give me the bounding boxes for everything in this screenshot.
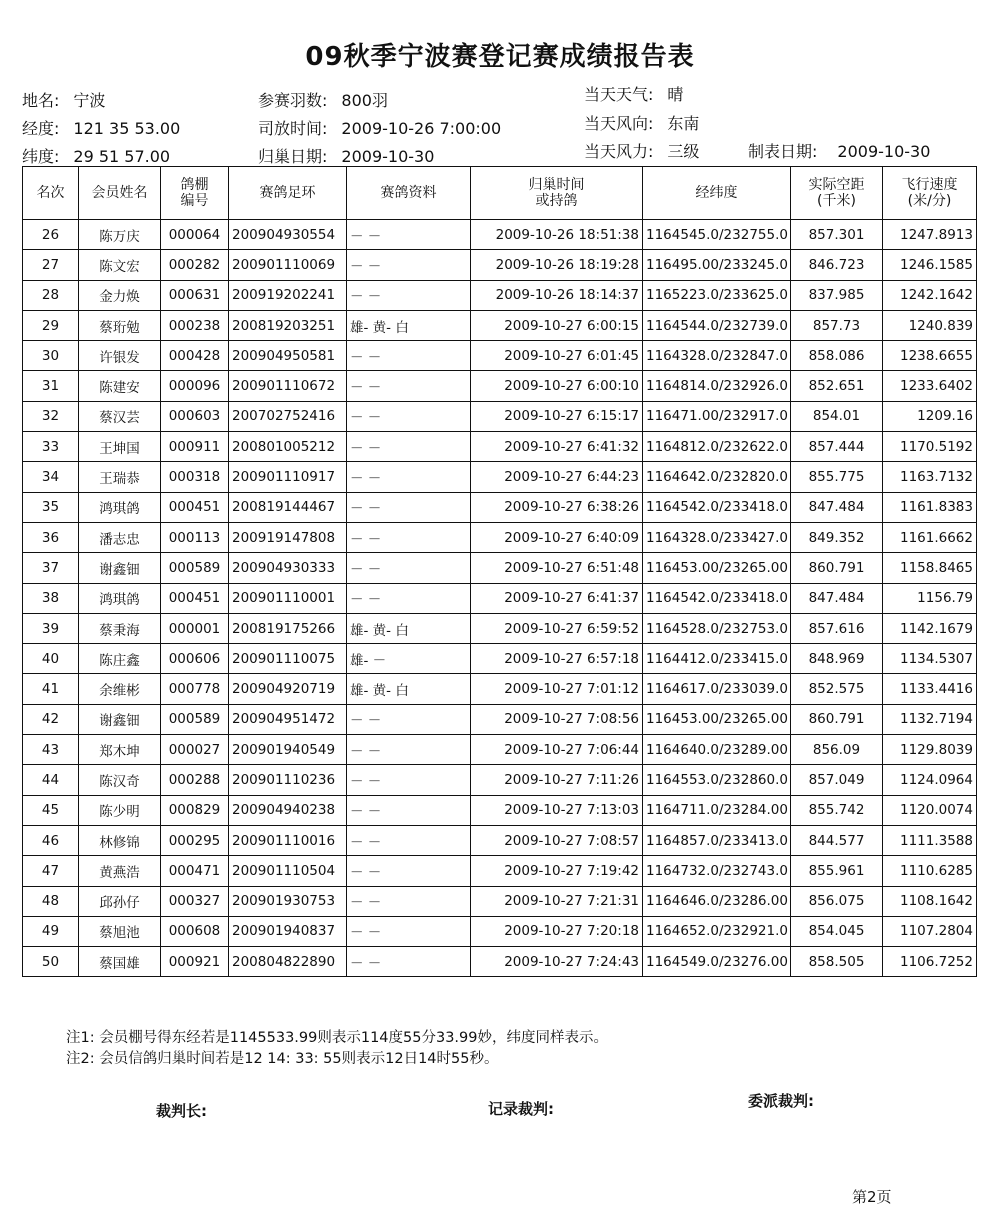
table-row — [23, 462, 977, 492]
cell-rank: 28 — [23, 280, 79, 310]
meta-place-value: 宁波 — [73, 91, 106, 110]
cell-time: 2009-10-27 6:51:48 — [471, 553, 643, 583]
cell-name: 余维彬 — [79, 674, 161, 704]
cell-name: 陈建安 — [79, 371, 161, 401]
cell-info: － － — [347, 765, 471, 795]
cell-name: 鸿琪鸽 — [79, 583, 161, 613]
cell-loft: 000001 — [161, 613, 229, 643]
cell-rank: 47 — [23, 856, 79, 886]
cell-time: 2009-10-27 6:59:52 — [471, 613, 643, 643]
cell-ring: 200919202241 — [229, 280, 347, 310]
cell-time: 2009-10-27 7:01:12 — [471, 674, 643, 704]
cell-speed: 1111.3588 — [883, 825, 977, 855]
cell-speed: 1108.1642 — [883, 886, 977, 916]
meta-longitude — [22, 116, 180, 139]
cell-coord: 1164857.0/233413.0 — [643, 825, 791, 855]
cell-time: 2009-10-26 18:19:28 — [471, 250, 643, 280]
table-row — [23, 856, 977, 886]
cell-name: 蔡秉海 — [79, 613, 161, 643]
cell-info: － － — [347, 735, 471, 765]
cell-name: 鸿琪鸽 — [79, 492, 161, 522]
cell-name: 蔡国雄 — [79, 947, 161, 977]
cell-time: 2009-10-27 7:08:57 — [471, 825, 643, 855]
meta-return-date — [258, 144, 434, 167]
cell-speed: 1161.8383 — [883, 492, 977, 522]
cell-coord: 1164412.0/233415.0 — [643, 644, 791, 674]
cell-loft: 000921 — [161, 947, 229, 977]
cell-rank: 48 — [23, 886, 79, 916]
cell-rank: 43 — [23, 735, 79, 765]
cell-loft: 000471 — [161, 856, 229, 886]
cell-name: 黄燕浩 — [79, 856, 161, 886]
cell-distance: 847.484 — [791, 583, 883, 613]
cell-time: 2009-10-27 6:44:23 — [471, 462, 643, 492]
cell-coord: 116453.00/23265.00 — [643, 553, 791, 583]
cell-rank: 26 — [23, 220, 79, 250]
cell-name: 许银发 — [79, 341, 161, 371]
cell-ring: 200901110504 — [229, 856, 347, 886]
table-row — [23, 371, 977, 401]
cell-loft: 000282 — [161, 250, 229, 280]
cell-coord: 116453.00/23265.00 — [643, 704, 791, 734]
cell-rank: 32 — [23, 401, 79, 431]
cell-rank: 29 — [23, 310, 79, 340]
cell-distance: 858.505 — [791, 947, 883, 977]
cell-info: － － — [347, 432, 471, 462]
cell-time: 2009-10-27 6:00:15 — [471, 310, 643, 340]
cell-distance: 854.045 — [791, 916, 883, 946]
cell-rank: 33 — [23, 432, 79, 462]
table-body — [23, 220, 977, 977]
cell-ring: 200919147808 — [229, 522, 347, 552]
cell-time: 2009-10-27 7:24:43 — [471, 947, 643, 977]
cell-info: － － — [347, 220, 471, 250]
cell-name: 金力焕 — [79, 280, 161, 310]
cell-speed: 1163.7132 — [883, 462, 977, 492]
meta-entries-label: 参赛羽数: — [258, 91, 328, 110]
cell-distance: 857.444 — [791, 432, 883, 462]
cell-ring: 200904930333 — [229, 553, 347, 583]
cell-ring: 200901110075 — [229, 644, 347, 674]
cell-loft: 000589 — [161, 553, 229, 583]
note-1: 注1: 会员棚号得东经若是1145533.99则表示114度55分33.99妙，纬度同样表示。 — [66, 1030, 608, 1046]
meta-made-date — [748, 139, 930, 162]
cell-name: 谢鑫钿 — [79, 704, 161, 734]
cell-ring: 200901110016 — [229, 825, 347, 855]
cell-ring: 200901940837 — [229, 916, 347, 946]
cell-rank: 42 — [23, 704, 79, 734]
table-row — [23, 341, 977, 371]
table-row — [23, 280, 977, 310]
meta-weather — [584, 82, 683, 105]
cell-coord: 116471.00/232917.0 — [643, 401, 791, 431]
cell-name: 陈少明 — [79, 795, 161, 825]
cell-distance: 844.577 — [791, 825, 883, 855]
cell-ring: 200819144467 — [229, 492, 347, 522]
cell-speed: 1240.839 — [883, 310, 977, 340]
cell-distance: 857.301 — [791, 220, 883, 250]
cell-time: 2009-10-27 6:15:17 — [471, 401, 643, 431]
cell-distance: 857.73 — [791, 310, 883, 340]
cell-name: 潘志忠 — [79, 522, 161, 552]
cell-time: 2009-10-27 6:01:45 — [471, 341, 643, 371]
table-row — [23, 825, 977, 855]
table-row — [23, 674, 977, 704]
signature-delegate: 委派裁判: — [748, 1092, 814, 1110]
table-row — [23, 553, 977, 583]
cell-coord: 1164640.0/23289.00 — [643, 735, 791, 765]
cell-coord: 116495.00/233245.0 — [643, 250, 791, 280]
cell-time: 2009-10-27 7:21:31 — [471, 886, 643, 916]
cell-loft: 000606 — [161, 644, 229, 674]
cell-speed: 1156.79 — [883, 583, 977, 613]
cell-info: － － — [347, 856, 471, 886]
cell-loft: 000096 — [161, 371, 229, 401]
cell-name: 王坤国 — [79, 432, 161, 462]
cell-ring: 200801005212 — [229, 432, 347, 462]
cell-distance: 846.723 — [791, 250, 883, 280]
cell-distance: 856.075 — [791, 886, 883, 916]
cell-info: － － — [347, 492, 471, 522]
cell-loft: 000911 — [161, 432, 229, 462]
meta-return-date-value: 2009-10-30 — [341, 147, 435, 166]
results-table — [22, 166, 977, 977]
col-header-name: 会员姓名 — [79, 167, 161, 220]
cell-distance: 856.09 — [791, 735, 883, 765]
cell-coord: 1164328.0/233427.0 — [643, 522, 791, 552]
cell-ring: 200904940238 — [229, 795, 347, 825]
cell-coord: 1164545.0/232755.0 — [643, 220, 791, 250]
meta-entries-value: 800羽 — [341, 91, 388, 110]
cell-ring: 200819203251 — [229, 310, 347, 340]
cell-speed: 1107.2804 — [883, 916, 977, 946]
cell-time: 2009-10-27 7:19:42 — [471, 856, 643, 886]
cell-info: － － — [347, 947, 471, 977]
cell-distance: 847.484 — [791, 492, 883, 522]
meta-wind-direction-value: 东南 — [667, 114, 700, 133]
cell-name: 陈万庆 — [79, 220, 161, 250]
cell-loft: 000428 — [161, 341, 229, 371]
cell-distance: 852.651 — [791, 371, 883, 401]
cell-name: 谢鑫钿 — [79, 553, 161, 583]
cell-rank: 35 — [23, 492, 79, 522]
table-row — [23, 250, 977, 280]
cell-info: － － — [347, 280, 471, 310]
cell-speed: 1142.1679 — [883, 613, 977, 643]
cell-name: 陈庄鑫 — [79, 644, 161, 674]
meta-place-label: 地名: — [22, 91, 60, 110]
cell-coord: 1164642.0/232820.0 — [643, 462, 791, 492]
cell-coord: 1164542.0/233418.0 — [643, 492, 791, 522]
meta-made-date-value: 2009-10-30 — [837, 142, 931, 161]
page-title: 09秋季宁波赛登记赛成绩报告表 — [305, 42, 695, 72]
cell-distance: 857.049 — [791, 765, 883, 795]
meta-longitude-label: 经度: — [22, 119, 60, 138]
cell-loft: 000829 — [161, 795, 229, 825]
cell-rank: 37 — [23, 553, 79, 583]
table-row — [23, 916, 977, 946]
cell-speed: 1158.8465 — [883, 553, 977, 583]
cell-ring: 200904951472 — [229, 704, 347, 734]
cell-info: 雄- 黄- 白 — [347, 674, 471, 704]
cell-loft: 000318 — [161, 462, 229, 492]
table-row — [23, 947, 977, 977]
cell-speed: 1161.6662 — [883, 522, 977, 552]
signature-chief-judge: 裁判长: — [156, 1102, 207, 1120]
cell-ring: 200702752416 — [229, 401, 347, 431]
cell-coord: 1164542.0/233418.0 — [643, 583, 791, 613]
cell-info: － － — [347, 341, 471, 371]
cell-info: － － — [347, 371, 471, 401]
cell-info: － － — [347, 704, 471, 734]
cell-time: 2009-10-27 6:00:10 — [471, 371, 643, 401]
cell-rank: 30 — [23, 341, 79, 371]
cell-ring: 200904950581 — [229, 341, 347, 371]
meta-latitude-label: 纬度: — [22, 147, 60, 166]
cell-coord: 1164544.0/232739.0 — [643, 310, 791, 340]
cell-coord: 1164646.0/23286.00 — [643, 886, 791, 916]
table-row — [23, 735, 977, 765]
signature-recorder: 记录裁判: — [488, 1100, 554, 1118]
cell-name: 郑木坤 — [79, 735, 161, 765]
col-header-distance: 实际空距 (千米) — [791, 167, 883, 220]
cell-ring: 200804822890 — [229, 947, 347, 977]
cell-ring: 200904930554 — [229, 220, 347, 250]
meta-wind-force-label: 当天风力: — [584, 142, 654, 161]
table-row — [23, 765, 977, 795]
table-row — [23, 795, 977, 825]
meta-place — [22, 88, 105, 111]
cell-rank: 45 — [23, 795, 79, 825]
cell-loft: 000608 — [161, 916, 229, 946]
col-header-time: 归巢时间 或持鸽 — [471, 167, 643, 220]
cell-time: 2009-10-27 6:57:18 — [471, 644, 643, 674]
cell-name: 蔡旭池 — [79, 916, 161, 946]
col-header-coord: 经纬度 — [643, 167, 791, 220]
cell-speed: 1110.6285 — [883, 856, 977, 886]
table-row — [23, 522, 977, 552]
cell-coord: 1164553.0/232860.0 — [643, 765, 791, 795]
cell-ring: 200901930753 — [229, 886, 347, 916]
meta-longitude-value: 121 35 53.00 — [73, 119, 181, 138]
table-row — [23, 310, 977, 340]
cell-coord: 1164528.0/232753.0 — [643, 613, 791, 643]
meta-weather-label: 当天天气: — [584, 85, 654, 104]
meta-wind-direction-label: 当天风向: — [584, 114, 654, 133]
cell-info: 雄- 黄- 白 — [347, 613, 471, 643]
note-2: 注2: 会员信鸽归巢时间若是12 14: 33: 55则表示12日14时55秒。 — [66, 1051, 499, 1067]
cell-info: － － — [347, 583, 471, 613]
cell-name: 王瑞恭 — [79, 462, 161, 492]
cell-coord: 1164549.0/23276.00 — [643, 947, 791, 977]
cell-coord: 1164711.0/23284.00 — [643, 795, 791, 825]
table-row — [23, 613, 977, 643]
cell-ring: 200904920719 — [229, 674, 347, 704]
table-row — [23, 401, 977, 431]
cell-ring: 200901940549 — [229, 735, 347, 765]
page-number: 第2页 — [852, 1188, 892, 1206]
cell-speed: 1134.5307 — [883, 644, 977, 674]
cell-distance: 855.775 — [791, 462, 883, 492]
table-row — [23, 220, 977, 250]
cell-info: － － — [347, 916, 471, 946]
cell-distance: 857.616 — [791, 613, 883, 643]
cell-distance: 858.086 — [791, 341, 883, 371]
cell-ring: 200901110917 — [229, 462, 347, 492]
cell-coord: 1164652.0/232921.0 — [643, 916, 791, 946]
cell-speed: 1124.0964 — [883, 765, 977, 795]
cell-rank: 36 — [23, 522, 79, 552]
cell-time: 2009-10-27 7:08:56 — [471, 704, 643, 734]
cell-loft: 000064 — [161, 220, 229, 250]
cell-name: 邱孙仔 — [79, 886, 161, 916]
cell-rank: 40 — [23, 644, 79, 674]
col-header-ring: 赛鸽足环 — [229, 167, 347, 220]
cell-rank: 44 — [23, 765, 79, 795]
meta-wind-direction — [584, 111, 699, 134]
cell-ring: 200901110672 — [229, 371, 347, 401]
cell-loft: 000778 — [161, 674, 229, 704]
cell-coord: 1164812.0/232622.0 — [643, 432, 791, 462]
table-header-row — [23, 167, 977, 220]
cell-speed: 1120.0074 — [883, 795, 977, 825]
cell-distance: 855.742 — [791, 795, 883, 825]
cell-rank: 31 — [23, 371, 79, 401]
cell-speed: 1242.1642 — [883, 280, 977, 310]
cell-name: 陈汉奇 — [79, 765, 161, 795]
cell-time: 2009-10-27 7:11:26 — [471, 765, 643, 795]
cell-info: － － — [347, 825, 471, 855]
col-header-info: 赛鸽资料 — [347, 167, 471, 220]
cell-loft: 000327 — [161, 886, 229, 916]
cell-speed: 1106.7252 — [883, 947, 977, 977]
cell-info: － － — [347, 401, 471, 431]
cell-info: － － — [347, 795, 471, 825]
col-header-speed: 飞行速度 (米/分) — [883, 167, 977, 220]
cell-name: 陈文宏 — [79, 250, 161, 280]
cell-info: 雄- 黄- 白 — [347, 310, 471, 340]
cell-loft: 000631 — [161, 280, 229, 310]
cell-info: 雄- － — [347, 644, 471, 674]
table-row — [23, 704, 977, 734]
cell-speed: 1129.8039 — [883, 735, 977, 765]
cell-rank: 49 — [23, 916, 79, 946]
cell-distance: 860.791 — [791, 553, 883, 583]
cell-time: 2009-10-27 6:38:26 — [471, 492, 643, 522]
cell-info: － － — [347, 553, 471, 583]
cell-distance: 860.791 — [791, 704, 883, 734]
table-row — [23, 432, 977, 462]
cell-rank: 34 — [23, 462, 79, 492]
cell-speed: 1247.8913 — [883, 220, 977, 250]
cell-coord: 1164328.0/232847.0 — [643, 341, 791, 371]
meta-made-date-label: 制表日期: — [748, 142, 818, 161]
cell-speed: 1233.6402 — [883, 371, 977, 401]
cell-coord: 1165223.0/233625.0 — [643, 280, 791, 310]
cell-loft: 000113 — [161, 522, 229, 552]
cell-rank: 27 — [23, 250, 79, 280]
meta-return-date-label: 归巢日期: — [258, 147, 328, 166]
col-header-loft: 鸽棚 编号 — [161, 167, 229, 220]
table-row — [23, 886, 977, 916]
cell-rank: 39 — [23, 613, 79, 643]
table-row — [23, 583, 977, 613]
cell-rank: 50 — [23, 947, 79, 977]
meta-entries — [258, 88, 388, 111]
col-header-rank: 名次 — [23, 167, 79, 220]
cell-loft: 000603 — [161, 401, 229, 431]
cell-time: 2009-10-27 6:41:32 — [471, 432, 643, 462]
cell-info: － － — [347, 522, 471, 552]
cell-speed: 1246.1585 — [883, 250, 977, 280]
cell-info: － － — [347, 886, 471, 916]
cell-name: 蔡珩勉 — [79, 310, 161, 340]
cell-time: 2009-10-27 7:13:03 — [471, 795, 643, 825]
cell-time: 2009-10-27 7:06:44 — [471, 735, 643, 765]
cell-ring: 200901110236 — [229, 765, 347, 795]
cell-speed: 1209.16 — [883, 401, 977, 431]
cell-time: 2009-10-26 18:14:37 — [471, 280, 643, 310]
meta-release — [258, 116, 501, 139]
cell-loft: 000589 — [161, 704, 229, 734]
meta-wind-force — [584, 139, 699, 162]
cell-name: 蔡汉芸 — [79, 401, 161, 431]
cell-time: 2009-10-27 7:20:18 — [471, 916, 643, 946]
cell-loft: 000288 — [161, 765, 229, 795]
cell-speed: 1132.7194 — [883, 704, 977, 734]
cell-speed: 1133.4416 — [883, 674, 977, 704]
cell-loft: 000295 — [161, 825, 229, 855]
cell-speed: 1238.6655 — [883, 341, 977, 371]
table-row — [23, 492, 977, 522]
cell-coord: 1164814.0/232926.0 — [643, 371, 791, 401]
cell-rank: 46 — [23, 825, 79, 855]
cell-info: － － — [347, 250, 471, 280]
cell-time: 2009-10-26 18:51:38 — [471, 220, 643, 250]
table-row — [23, 644, 977, 674]
cell-distance: 849.352 — [791, 522, 883, 552]
meta-release-label: 司放时间: — [258, 119, 328, 138]
meta-weather-value: 晴 — [667, 85, 684, 104]
cell-distance: 848.969 — [791, 644, 883, 674]
cell-ring: 200901110001 — [229, 583, 347, 613]
cell-distance: 855.961 — [791, 856, 883, 886]
cell-loft: 000451 — [161, 583, 229, 613]
cell-info: － － — [347, 462, 471, 492]
cell-loft: 000238 — [161, 310, 229, 340]
cell-ring: 200901110069 — [229, 250, 347, 280]
meta-wind-force-value: 三级 — [667, 142, 700, 161]
cell-ring: 200819175266 — [229, 613, 347, 643]
meta-latitude-value: 29 51 57.00 — [73, 147, 171, 166]
cell-distance: 837.985 — [791, 280, 883, 310]
cell-time: 2009-10-27 6:41:37 — [471, 583, 643, 613]
cell-loft: 000027 — [161, 735, 229, 765]
cell-rank: 41 — [23, 674, 79, 704]
cell-coord: 1164732.0/232743.0 — [643, 856, 791, 886]
meta-latitude — [22, 144, 170, 167]
cell-name: 林修锦 — [79, 825, 161, 855]
cell-time: 2009-10-27 6:40:09 — [471, 522, 643, 552]
cell-distance: 852.575 — [791, 674, 883, 704]
cell-loft: 000451 — [161, 492, 229, 522]
cell-distance: 854.01 — [791, 401, 883, 431]
cell-rank: 38 — [23, 583, 79, 613]
cell-speed: 1170.5192 — [883, 432, 977, 462]
meta-release-value: 2009-10-26 7:00:00 — [341, 119, 502, 138]
cell-coord: 1164617.0/233039.0 — [643, 674, 791, 704]
